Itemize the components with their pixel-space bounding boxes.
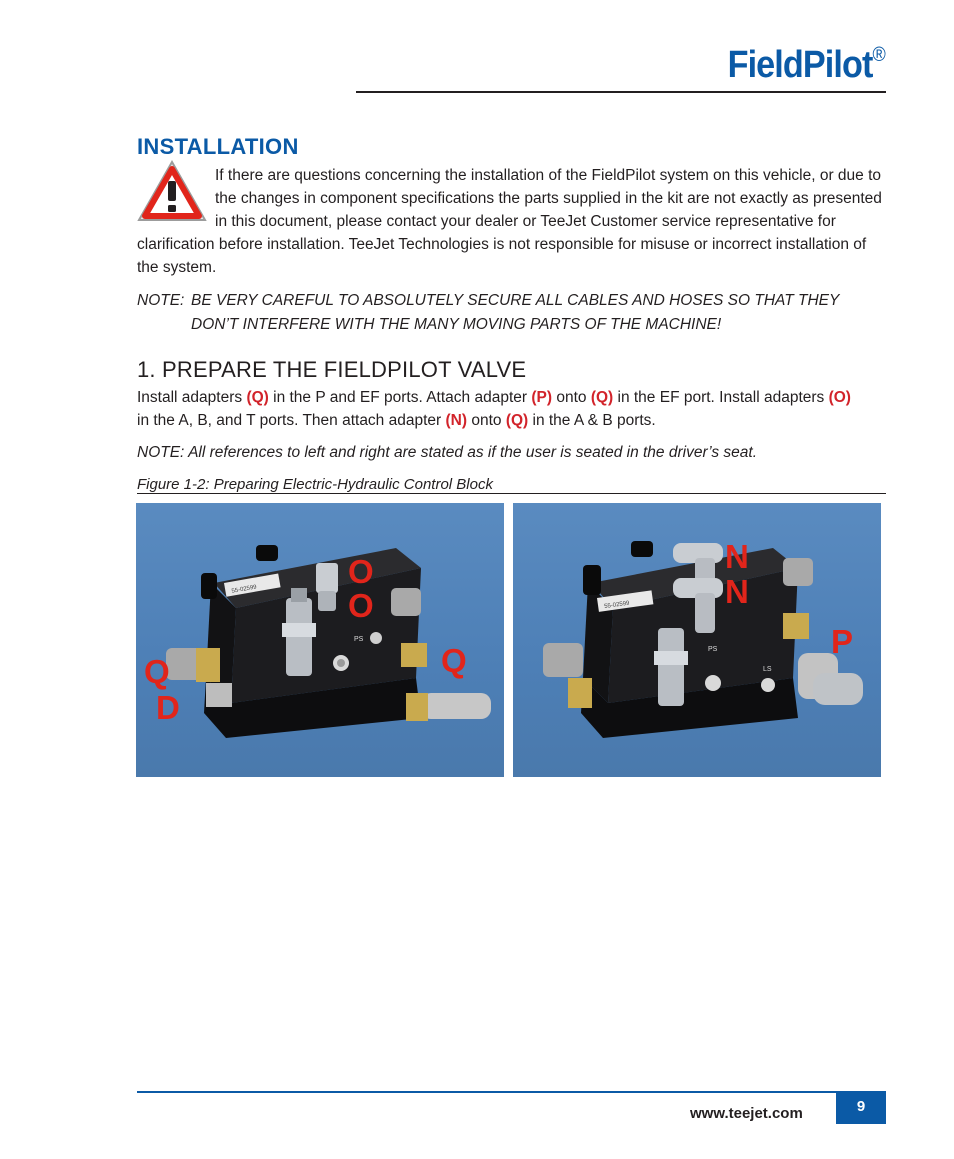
reference-q: (Q) (505, 412, 529, 429)
valve-block-left-illustration (136, 503, 504, 777)
warning-text-line-5: the system. (137, 259, 217, 276)
valve-photo-right (513, 503, 881, 777)
text-run: in the A, B, and T ports. Then attach adapter (137, 412, 446, 429)
installation-note-line-2: DON’T INTERFERE WITH THE MANY MOVING PARTS OF THE MACHINE! (191, 316, 722, 333)
reference-n: (N) (445, 412, 468, 429)
installation-note-label: NOTE: (137, 292, 185, 309)
sticker-text: 55-02599 (231, 584, 258, 595)
callout-n: N (725, 573, 749, 610)
valve-block-right-illustration (513, 503, 881, 777)
footer-rule (137, 1091, 886, 1093)
warning-icon (136, 159, 208, 223)
reference-q: (Q) (246, 389, 269, 406)
warning-text-line-2: the changes in component specifications the parts supplied in the kit are not exactly as presented (215, 190, 882, 207)
installation-note-line-1: BE VERY CAREFUL TO ABSOLUTELY SECURE ALL CABLES AND HOSES SO THAT THEY (191, 292, 840, 309)
prepare-text-line-1 (137, 386, 851, 409)
header-rule (356, 91, 886, 93)
text-run: Install adapters (137, 389, 247, 406)
figure-caption-rule (137, 493, 886, 494)
warning-text-line-1: If there are questions concerning the installation of the FieldPilot system on this vehicle, or due to (215, 167, 882, 184)
page-number: 9 (836, 1093, 886, 1124)
prepare-note: NOTE: All references to left and right are stated as if the user is seated in the driver’s seat. (137, 444, 758, 461)
figure-caption: Figure 1-2: Preparing Electric-Hydraulic Control Block (137, 476, 493, 493)
prepare-heading: 1. PREPARE THE FIELDPILOT VALVE (137, 357, 527, 382)
callout-d: D (156, 689, 180, 726)
sticker-text: 55-02599 (603, 600, 630, 611)
installation-heading: INSTALLATION (137, 134, 299, 159)
callout-q: Q (144, 653, 170, 690)
warning-text-line-3: in this document, please contact your dealer or TeeJet Customer service representative for (215, 213, 836, 230)
valve-photo-left (136, 503, 504, 777)
reference-q: (Q) (590, 389, 614, 406)
callout-p: P (831, 623, 854, 660)
callout-o: O (348, 553, 374, 590)
registered-mark: ® (872, 44, 886, 66)
text-run: in the EF port. Install adapters (613, 389, 829, 406)
callout-o: O (348, 587, 374, 624)
reference-p: (P) (531, 389, 553, 406)
reference-o: (O) (828, 389, 851, 406)
prepare-text-line-2 (137, 409, 656, 432)
text-run: onto (467, 412, 506, 429)
brand-logo (728, 44, 886, 87)
callout-n: N (725, 538, 749, 575)
warning-text-line-4: clarification before installation. TeeJet Technologies is not responsible for misuse or incorrect installation of (137, 236, 867, 253)
brand-name: FieldPilot (727, 44, 873, 86)
text-run: in the A & B ports. (528, 412, 656, 429)
text-run: in the P and EF ports. Attach adapter (268, 389, 532, 406)
port-label-ls: LS (763, 666, 772, 673)
port-label-ps: PS (354, 636, 364, 643)
callout-q: Q (441, 642, 467, 679)
text-run: onto (552, 389, 591, 406)
port-label-ps: PS (708, 646, 718, 653)
footer-website-link[interactable]: www.teejet.com (690, 1105, 803, 1122)
